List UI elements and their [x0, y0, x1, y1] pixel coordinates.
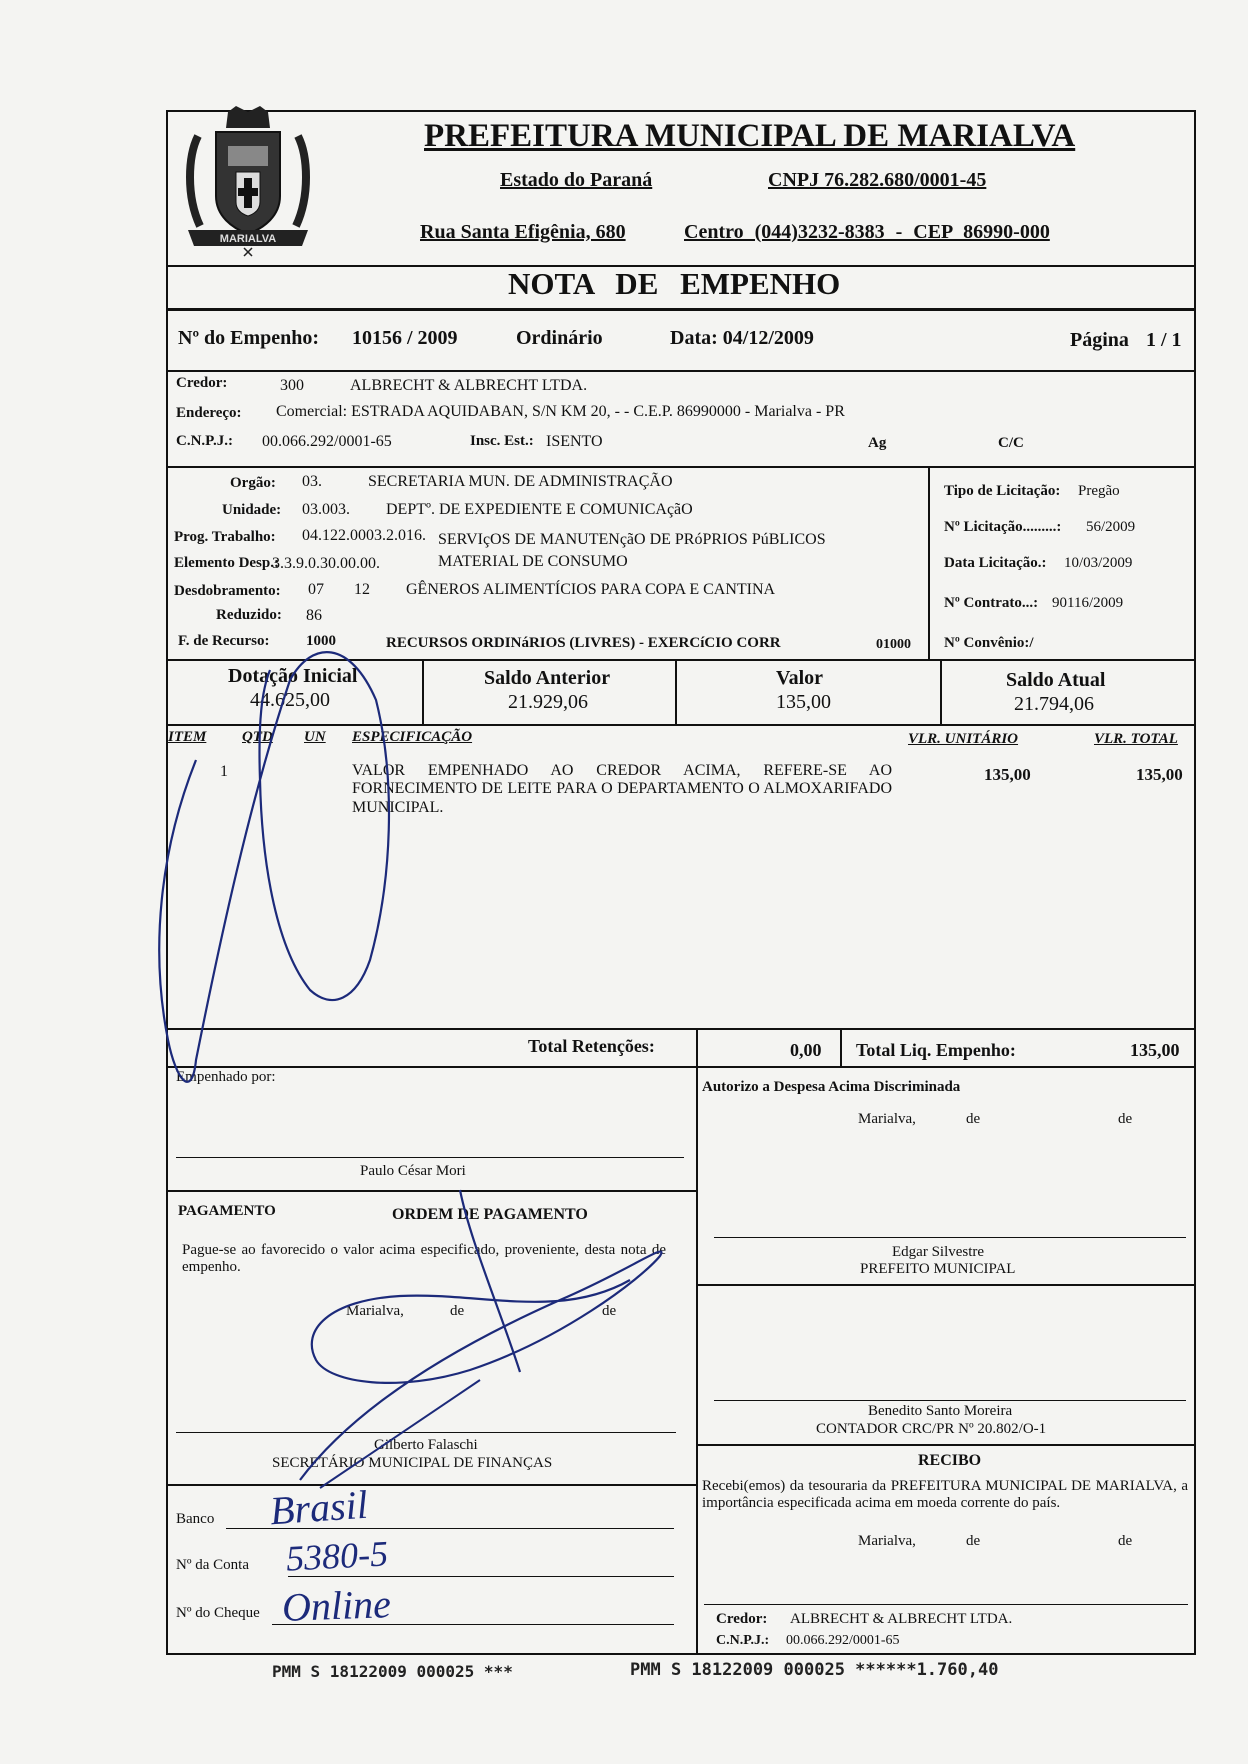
- insc-label: Insc. Est.:: [470, 433, 534, 449]
- empenho-date: Data: 04/12/2009: [670, 327, 814, 349]
- credor-cnpj: 00.066.292/0001-65: [262, 433, 392, 450]
- credor-name: ALBRECHT & ALBRECHT LTDA.: [350, 377, 588, 394]
- recibo-title: RECIBO: [918, 1452, 982, 1469]
- svg-text:MARIALVA: MARIALVA: [219, 233, 277, 245]
- contrato-value: 90116/2009: [1052, 595, 1124, 611]
- header-street: Rua Santa Efigênia, 680: [420, 221, 626, 243]
- orgao-code: 03.: [302, 473, 322, 490]
- recibo-credor-label: Credor:: [716, 1611, 768, 1627]
- saldo-anterior-label: Saldo Anterior: [484, 667, 611, 689]
- convenio-label: Nº Convênio:/: [944, 635, 1034, 651]
- pagamento-label: PAGAMENTO: [178, 1203, 276, 1219]
- header-cnpj: CNPJ 76.282.680/0001-45: [768, 169, 987, 191]
- desdobramento-code-2: 12: [354, 581, 370, 598]
- credor-address: Comercial: ESTRADA AQUIDABAN, S/N KM 20, - - C.E.P. 86990000 - Marialva - PR: [276, 403, 845, 420]
- saldo-anterior-value: 21.929,06: [508, 691, 588, 713]
- conta-handwritten: 5380-5: [285, 1533, 389, 1579]
- unidade-label: Unidade:: [222, 502, 282, 518]
- col-item: ITEM: [168, 729, 207, 745]
- autorizo-de-1: de: [966, 1111, 981, 1127]
- licitacao-number-label: Nº Licitação.........:: [944, 519, 1062, 535]
- col-un: UN: [304, 729, 326, 745]
- autorizo-role: PREFEITO MUNICIPAL: [860, 1261, 1016, 1277]
- empenho-number: 10156 / 2009: [352, 327, 458, 349]
- page-number: 1 / 1: [1146, 329, 1182, 351]
- valor-value: 135,00: [776, 691, 831, 713]
- recibo-place: Marialva,: [858, 1533, 916, 1549]
- header-state: Estado do Paraná: [500, 169, 653, 191]
- account-label: C/C: [998, 435, 1024, 451]
- contador-signer: Benedito Santo Moreira: [868, 1403, 1013, 1419]
- document-title: NOTA DE EMPENHO: [508, 266, 841, 301]
- prog-name: SERVIçOS DE MANUTENçãO DE PRóPRIOS PúBLICOS: [438, 531, 826, 548]
- fonte-name: RECURSOS ORDINáRIOS (LIVRES) - EXERCíCIO CORR: [386, 635, 781, 651]
- col-qtd: QTD: [242, 729, 273, 745]
- licitacao-date: 10/03/2009: [1064, 555, 1133, 571]
- saldo-atual-value: 21.794,06: [1014, 693, 1094, 715]
- pagamento-signer: Gilberto Falaschi: [374, 1437, 478, 1453]
- credor-label: Credor:: [176, 375, 228, 391]
- prog-code: 04.122.0003.2.016.: [302, 527, 426, 544]
- recibo-cnpj-label: C.N.P.J.:: [716, 1633, 770, 1648]
- elemento-code: 3.3.9.0.30.00.00.: [272, 555, 380, 572]
- reduzido-label: Reduzido:: [216, 607, 282, 623]
- cnpj-label: C.N.P.J.:: [176, 433, 233, 449]
- autorizo-place: Marialva,: [858, 1111, 916, 1127]
- cheque-label: Nº do Cheque: [176, 1605, 260, 1621]
- prog-label: Prog. Trabalho:: [174, 529, 276, 545]
- pagamento-de-1: de: [450, 1303, 465, 1319]
- valor-label: Valor: [776, 667, 824, 689]
- empenho-number-label: Nº do Empenho:: [178, 327, 320, 349]
- pagamento-role: SECRETÁRIO MUNICIPAL DE FINANÇAS: [272, 1455, 553, 1471]
- pagamento-text: Pague-se ao favorecido o valor acima especificado, proveniente, desta nota de empenho.: [182, 1242, 666, 1276]
- dotacao-label: Dotação Inicial: [228, 665, 358, 687]
- pagamento-de-2: de: [602, 1303, 617, 1319]
- insc-value: ISENTO: [546, 433, 603, 450]
- fonte-number: 01000: [876, 637, 911, 652]
- fonte-label: F. de Recurso:: [178, 633, 270, 649]
- cheque-handwritten: Online: [281, 1581, 392, 1630]
- dotacao-value: 44.625,00: [250, 689, 330, 711]
- recibo-cnpj-value: 00.066.292/0001-65: [786, 1633, 900, 1648]
- banco-label: Banco: [176, 1511, 215, 1527]
- footer-stamp-1: PMM S 18122009 000025 ***: [272, 1662, 513, 1681]
- desdobramento-code-1: 07: [308, 581, 324, 598]
- licitacao-number: 56/2009: [1086, 519, 1136, 535]
- orgao-name: SECRETARIA MUN. DE ADMINISTRAÇÃO: [368, 473, 673, 490]
- tipo-licitacao-value: Pregão: [1078, 483, 1120, 499]
- empenho-type: Ordinário: [516, 327, 603, 349]
- total-retencoes-label: Total Retenções:: [528, 1036, 655, 1056]
- desdobramento-label: Desdobramento:: [174, 583, 281, 599]
- empenhado-label: Empenhado por:: [176, 1069, 276, 1085]
- col-especificacao: ESPECIFICAÇÃO: [352, 729, 473, 745]
- header-title: PREFEITURA MUNICIPAL DE MARIALVA: [424, 118, 1076, 154]
- contador-role: CONTADOR CRC/PR Nº 20.802/O-1: [816, 1421, 1047, 1437]
- total-retencoes-value: 0,00: [790, 1040, 822, 1060]
- tipo-licitacao-label: Tipo de Licitação:: [944, 483, 1061, 499]
- recibo-text: Recebi(emos) da tesouraria da PREFEITURA MUNICIPAL DE MARIALVA, a importância especificada acima em moeda corrente do país.: [702, 1478, 1188, 1512]
- total-liquido-label: Total Liq. Empenho:: [856, 1040, 1016, 1060]
- page-label: Página: [1070, 329, 1129, 351]
- orgao-label: Orgão:: [230, 475, 276, 491]
- recibo-de-1: de: [966, 1533, 981, 1549]
- pagamento-place: Marialva,: [346, 1303, 404, 1319]
- total-liquido-value: 135,00: [1130, 1040, 1180, 1060]
- elemento-name: MATERIAL DE CONSUMO: [438, 553, 628, 570]
- contrato-label: Nº Contrato...:: [944, 595, 1039, 611]
- ordem-pagamento-title: ORDEM DE PAGAMENTO: [392, 1206, 588, 1223]
- conta-label: Nº da Conta: [176, 1557, 249, 1573]
- autorizo-title: Autorizo a Despesa Acima Discriminada: [702, 1079, 961, 1095]
- autorizo-de-2: de: [1118, 1111, 1133, 1127]
- fonte-code: 1000: [306, 633, 336, 649]
- autorizo-signer: Edgar Silvestre: [892, 1244, 985, 1260]
- banco-handwritten: Brasil: [268, 1481, 370, 1534]
- address-label: Endereço:: [176, 405, 242, 421]
- item-total-value: 135,00: [1136, 765, 1183, 784]
- agency-label: Ag: [868, 435, 887, 451]
- col-total-value: VLR. TOTAL: [1094, 731, 1178, 747]
- desdobramento-name: GÊNEROS ALIMENTÍCIOS PARA COPA E CANTINA: [406, 581, 776, 598]
- recibo-credor-value: ALBRECHT & ALBRECHT LTDA.: [790, 1611, 1013, 1627]
- reduzido-value: 86: [306, 607, 322, 624]
- licitacao-date-label: Data Licitação.:: [944, 555, 1047, 571]
- unidade-code: 03.003.: [302, 501, 350, 518]
- col-unit-value: VLR. UNITÁRIO: [908, 731, 1019, 747]
- item-specification: VALOR EMPENHADO AO CREDOR ACIMA, REFERE-SE AO FORNECIMENTO DE LEITE PARA O DEPARTAMENTO O ALMOXARIFADO MUNICIPAL.: [352, 762, 892, 816]
- credor-code: 300: [280, 377, 304, 394]
- recibo-de-2: de: [1118, 1533, 1133, 1549]
- saldo-atual-label: Saldo Atual: [1006, 669, 1106, 691]
- footer-stamp-2: PMM S 18122009 000025 ******1.760,40: [630, 1660, 999, 1680]
- header-address: Centro (044)3232-8383 - CEP 86990-000: [684, 221, 1050, 243]
- unidade-name: DEPTº. DE EXPEDIENTE E COMUNICAçãO: [386, 501, 693, 518]
- elemento-label: Elemento Desp.:: [174, 555, 279, 571]
- empenhado-signer: Paulo César Mori: [360, 1163, 466, 1179]
- item-number: 1: [220, 763, 228, 780]
- item-unit-value: 135,00: [984, 765, 1031, 784]
